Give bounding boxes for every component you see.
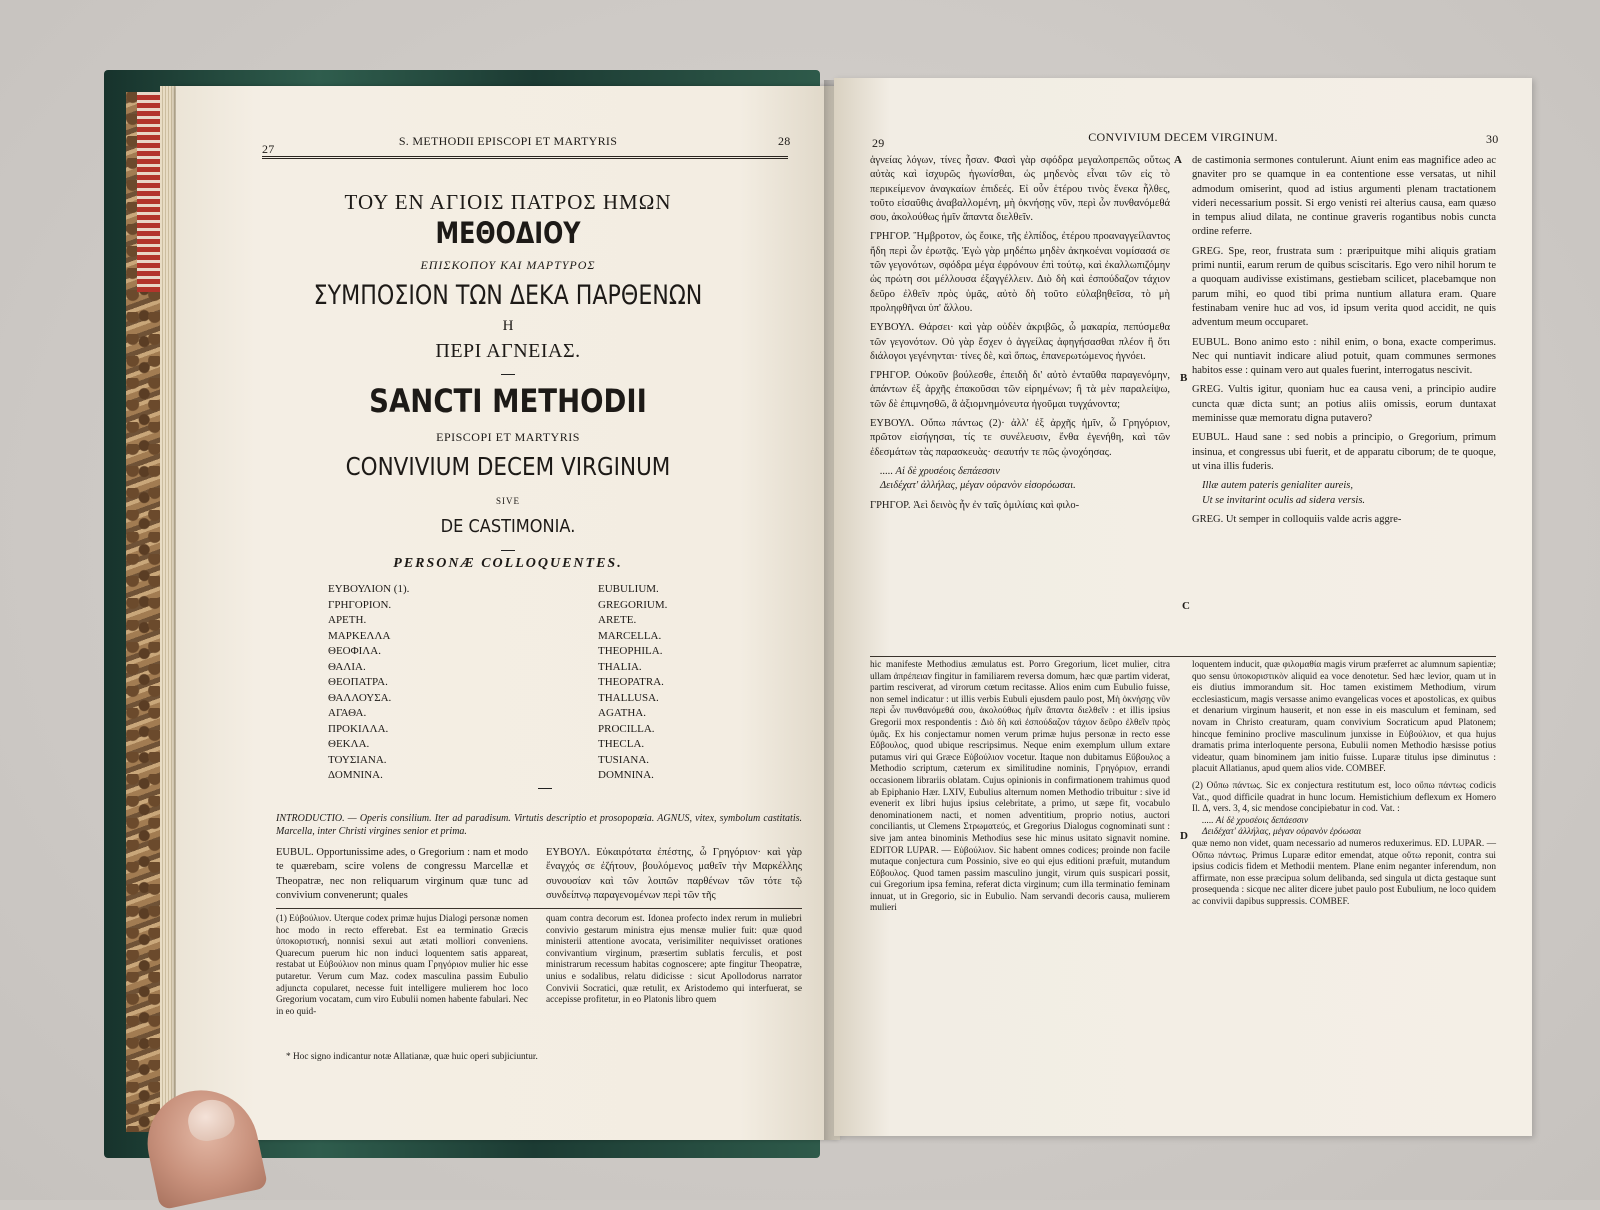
note-verse-line: Δειδέχατ' ἀλλήλας, μέγαν οὐρανὸν ἐρόωσαι — [1202, 827, 1362, 838]
introductio: INTRODUCTIO. — Operis consilium. Iter ad paradisum. Virtutis descriptio et prosopopœia. AGNUS, vitex, symbolum castitatis. Marcella, inter Christi virgines senior et prima. — [276, 813, 802, 837]
persona-greek: ΠΡΟΚΙΛΛΑ. — [328, 722, 389, 735]
persona-latin: THEOPATRA. — [598, 676, 664, 688]
page-number-28: 28 — [778, 134, 791, 148]
latin-dialogue-column — [1192, 154, 1496, 527]
greek-title-line1: ΤΟΥ ΕΝ ΑΓΙΟΙΣ ΠΑΤΡΟΣ ΗΜΩΝ — [344, 190, 672, 214]
right-page — [834, 78, 1532, 1136]
greek-dialogue-column — [870, 154, 1170, 513]
allatian-footnote: * Hoc signo indicantur notæ Allatianæ, quæ huic operi subjiciuntur. — [286, 1052, 538, 1062]
footnote-right-column: quam contra decorum est. Idonea profecto index rerum in muliebri convivio gestarum ministra ejus mensæ mulier fuit: quæ quod ministerii attentione avocata, verisimiliter nequivisset orationes convivantium virginum, præsertim sublatis ferculis, et post ministrarum recessum habitas cognoscere; apte fingitur Theopatræ, unius e sodalibus, relatu didicisse : sicut Apollodorus narrator Convivii Socratici, quæ retulit, ex Aristodemo qui interfuerat, se accepisse profitetur, in eo Platonis libro quem — [546, 914, 802, 1006]
persona-greek: ΕΥΒΟΥΛΙΟΝ (1). — [328, 583, 410, 595]
persona-greek: ΑΓΑΘΑ. — [328, 707, 367, 719]
greek-verse-line: Δειδέχατ' ἀλλήλας, μέγαν οὐρανὸν εἰσορόωσαι. — [880, 480, 1076, 492]
persona-latin: MARCELLA. — [598, 629, 662, 642]
latin-title-role: EPISCOPI ET MARTYRIS — [436, 430, 580, 444]
margin-letter-a: A — [1174, 154, 1182, 166]
persona-latin: ARETE. — [598, 614, 637, 626]
persona-greek: ΓΡΗΓΟΡΙΟΝ. — [328, 598, 392, 611]
page-number-29: 29 — [872, 136, 885, 150]
persona-latin: THALLUSA. — [598, 691, 659, 704]
note-paragraph: (2) Οὔπω πάντως. Sic ex conjectura restitutum est, loco οὔπω πάντως codicis Vat., quod difficile quadrat in hunc locum. Hemistichium deflexum ex Homero Il. Δ, vers. 3, 4, sic mendose concipiebatur in cod. Vat. : — [1192, 780, 1496, 815]
persona-greek: ΘΑΛΛΟΥΣΑ. — [328, 691, 392, 704]
note-right-column — [1192, 660, 1496, 908]
greek-title-name: ΜΕΘΟΔΙΟΥ — [435, 216, 581, 250]
header-rule — [262, 156, 788, 159]
margin-letter-c: C — [1182, 600, 1190, 612]
greek-title-sub: ΠΕΡΙ ΑΓΝΕΙΑΣ. — [435, 340, 581, 362]
latin-title-sive: SIVE — [496, 496, 520, 506]
notes-rule — [276, 908, 802, 909]
note-left-column: hic manifeste Methodius æmulatus est. Porro Gregorium, licet mulier, citra ullam ἀπρέπειαν fingitur in familiarem reversa domum, hæc quæ partim viderat, partim resciverat, ad virorum cœtum recitasse. Alios enim cum Eubulio fuisse, non semel indicatur : ut illis verbis Eubuli ejusdem paulo post, Μὴ ὀκνήσῃς νῦν περὶ ὧν πυνθανόμεθά σου, ἀκολούθως ἡμῖν ἅπαντα διελθεῖν : et illis ipsius Gregorii mox respondentis : Διὸ δὴ καὶ ἐσπούδαζον τάχιον δεῦρο ἐλθεῖν πρὸς ὑμᾶς. Ex his conjectamur nomen verum primæ hujus personæ in recto esse Εὔβουλος, quod ubique rescripsimus. Neque enim exemplum ullum extare putamus viri qui Græce Εὐβούλιον vocetur. Itaque non dubitamus Εὔβουλος a Methodio scriptum, cæterum ex similitudine nominis, Γρηγόριον, errandi occasionem librariis oblatam. Cujus opinionis in confirmationem trahimus quod ab Epiphanio Hær. LXIV, Eubulius alternum nomen Methodio tribuitur : sive id evenerit ex libri hujus ipsius celebritate, a primo, ut sæpe fit, vocabulo denominationem nacti, et nomen adventitium, proprio notius, auctori conciliantis, ut Clemens Στρωματεύς, et Gregorius Dialogus cognominati sunt : sive jam antea binominis Methodius sese hic minus usitato signavit nomine. EDITOR LUPAR. — Εὐβούλιον. Sic habent omnes codices; proinde non facile mutaque conjectura cum Possinio, sive eo qui ejus editioni præfuit, mutandum Εὔβουλος. Quod tamen passim masculino jungit, virum quis suspicari possit, cui Gregorium ipsa femina, referat dicta virginum; cum illa terminatio feminam innuat, ut in Gregorio, sic in Eubulio. Nam servandi decoris causa, mulierem mulieri — [870, 660, 1170, 914]
note-verse-line: ..... Αἱ δὲ χρυσέοις δεπάεσσιν — [1202, 815, 1309, 826]
persona-latin: TUSIANA. — [598, 753, 650, 766]
footnote-left-column: (1) Εὐβούλιον. Uterque codex primæ hujus Dialogi personæ nomen hoc modo in recto efferebat. Est ea terminatio Græcis ὑποκοριστική, nonnisi sexui aut ætati molliori conveniens. Quarecum puerum hic non induci loquentem satis appareat, restabat ut Εὐβούλιον non minus quam Γρηγόριον mulier hic esse putaretur. Verum cum Maz. codex masculina passim Eubulio adjuncta copularet, necesse fuit intelligere mulierem hoc loco Gregorium vocatam, cum viro Eubulii nomen habente fabulari. Nec in eo quid- — [276, 914, 528, 1017]
latin-paragraph: GREG. Spe, reor, frustrata sum : præripuitque mihi aliquis gratiam primi nuntii, earum rerum de quibus sciscitaris. Ego vero nihil horum te a quoquam audivisse existimans, gestiebam scilicet, placebamque non parum mihi, eo quod tibi prima nuntium allatura eram. Quare festinabam venire huc ad vos, id ipsum verita quod accidit, ne quis adventum meum occuparet. — [1192, 245, 1496, 329]
latin-paragraph: EUBUL. Bono animo esto : nihil enim, o bona, exacte comperimus. Nec qui nuntiavit indicare aliud potuit, quam communes sermones habitos esse : quinam vero aut quales fuerint, interrogatus nescivit. — [1192, 336, 1496, 377]
personae-latin-list — [598, 582, 667, 784]
greek-text-column: ΕΥΒΟΥΛ. Εὐκαιρότατα ἐπέστης, ὦ Γρηγόριον· καὶ γὰρ ἔναγχός σε ἐζήτουν, βουλόμενος μαθεῖν τὴν Μαρκέλλης συνουσίαν καὶ τῶν λοιπῶν παρθένων τῶν τότε τῷ συνδείπνῳ παραγενομένων περὶ τῶν τῆς — [546, 847, 802, 901]
latin-title-work: CONVIVIUM DECEM VIRGINUM — [345, 452, 671, 481]
decorative-bookmark-strip — [137, 92, 161, 292]
persona-greek: ΔΟΜΝΙΝΑ. — [328, 769, 383, 781]
greek-paragraph: ΕΥΒΟΥΛ. Θάρσει· καὶ γὰρ οὐδὲν ἀκριβῶς, ὦ μακαρία, πεπύσμεθα τῶν γεγονότων. Οὐ γὰρ ἔσχεν ὁ ἀγγείλας ἀφηγήσασθαι πλέον ἢ ὅτι διάλογοι γεγένηνται· τίνες δὲ, καὶ ὅπως, ἐπανερωτώμενος ἠγνόει. — [870, 322, 1170, 362]
persona-greek: ΑΡΕΤΗ. — [328, 614, 367, 626]
greek-title-or: Η — [502, 318, 514, 334]
latin-verse-line: Illæ autem pateris genialiter aureis, — [1202, 480, 1353, 492]
page-number-30: 30 — [1486, 132, 1499, 146]
personae-heading: PERSONÆ COLLOQUENTES. — [393, 556, 623, 571]
persona-latin: EUBULIUM. — [598, 583, 659, 595]
latin-paragraph: EUBUL. Haud sane : sed nobis a principio, o Gregorium, primum insinua, et congressus ubi fuerit, et de apparatu ciborum; de te quoque, ut vina illis fuderis. — [1192, 432, 1496, 472]
greek-title-work: ΣΥΜΠΟΣΙΟΝ ΤΩΝ ΔΕΚΑ ΠΑΡΘΕΝΩΝ — [313, 280, 703, 311]
greek-paragraph: ΕΥΒΟΥΛ. Οὔπω πάντως (2)· ἀλλ' ἐξ ἀρχῆς ἡμῖν, ὦ Γρηγόριον, πρῶτον εἰσήγησαι, τίς τε συνέλευσιν, ἔνθα ἐγενήθη, καὶ τῶν ἐδεσμάτων τὰς παρασκευὰς· σεαυτήν τε πῶς ᾠνοχόησας. — [870, 418, 1170, 458]
persona-greek: ΘΕΟΦΙΛΑ. — [328, 645, 381, 657]
latin-text-column: EUBUL. Opportunissime ades, o Gregorium : nam et modo te quærebam, scire volens de congressu Marcellæ et Theopatræ, nec non reliquarum virginum quæ tunc ad convivium convenerunt; quales — [276, 847, 528, 901]
persona-latin: AGATHA. — [598, 707, 646, 719]
latin-paragraph: GREG. Vultis igitur, quoniam huc ea causa veni, a principio audire cuncta quæ dicta sunt; an potius aliis omissis, eorum duntaxat meminisse quæ memoratu digna putavero? — [1192, 384, 1496, 425]
persona-latin: PROCILLA. — [598, 722, 655, 735]
persona-greek: ΘΕΚΛΑ. — [328, 738, 370, 750]
notes-rule-right — [870, 656, 1496, 657]
persona-greek: ΘΑΛΙΑ. — [328, 660, 366, 673]
greek-last-line: ΓΡΗΓΟΡ. Ἀεὶ δεινὸς ἦν ἐν ταῖς ὁμιλίαις καὶ φιλο- — [870, 499, 1080, 511]
greek-title-role: ΕΠΙΣΚΟΠΟΥ ΚΑΙ ΜΑΡΤΥΡΟΣ — [420, 258, 596, 272]
persona-latin: THALIA. — [598, 660, 642, 673]
note-paragraph: quæ nemo non videt, quam necessario ad numeros reduxerimus. ED. LUPAR. — Οὔπω πάντως. Primus Luparæ editor emendat, atque οὔτω reponit, contra sui ipsius codicis fidem et Methodii mentem. Plane enim neganter inferendum, non affirmate, non esse præcipua solum delibanda, sed singula ut dicta gestaque sunt prosequenda : sicque nec aliter dicere jubet paulo post Eubulium, ne loco quidem ac convivii dapibus suppressis. COMBEF. — [1192, 838, 1496, 907]
margin-letter-d: D — [1180, 830, 1188, 842]
list-dash — [538, 788, 552, 789]
latin-last-line: GREG. Ut semper in colloquiis valde acris aggre- — [1192, 513, 1402, 525]
greek-paragraph: ΓΡΗΓΟΡ. Ἤμβροτον, ὡς ἔοικε, τῆς ἐλπίδος, ἐτέρου προαναγγείλαντος ἤδη περὶ ὧν ἐρωτᾷς. Ἐγὼ γὰρ μηδέπω μηδὲν ἀκηκοέναι νομίσασά σε τῶν γεγονότων, σφόδρα μέγα ἐφρόνουν ἐπὶ τούτῳ, καὶ ἐκαλλωπιζόμην ὡς πρώτη σοι μέλλουσα ἐξαγγέλλειν. Διὸ δὴ καὶ ἐσπούδαζον τάχιον δεῦρο ἐλθεῖν πρὸς ὑμᾶς, αὐτὸ δὴ τοῦτο εὐλαβηθεῖσα, τὸ μὴ προληφθῆναι ὑπ' ἄλλου. — [870, 231, 1170, 314]
persona-latin: THEOPHILA. — [598, 645, 663, 657]
latin-paragraph: de castimonia sermones contulerunt. Aiunt enim eas magnifice adeo ac gnaviter pro se quamque in ea contentione esse versatas, ut nihil admodum omiserint, quod ad istius argumenti plenam tractationem videri necessarium possit. Si ergo venisti rei alterius causa, eam quæso in tempus aliud dilata, ne continue graveris rogantibus nobis cuncta ordine referre. — [1192, 155, 1496, 238]
left-page — [176, 86, 840, 1140]
persona-latin: DOMNINA. — [598, 769, 654, 781]
persona-greek: ΤΟΥΣΙΑΝΑ. — [328, 753, 387, 766]
personae-greek-list — [328, 582, 409, 784]
persona-greek: ΜΑΡΚΕΛΛΑ — [328, 629, 391, 642]
persona-greek: ΘΕΟΠΑΤΡΑ. — [328, 676, 388, 688]
note-paragraph: loquentem inducit, quæ φιλομαθία magis virum præferret ac alumnum sapientiæ; quo sensu ὑποκοριστικὸν aliquid ea voce denotetur. Sed hæc levior, quam ut in eis diutius immorandum sit. Hoc tamen existimem Methodium, virum ecclesiasticum, magis versasse animo evangelicas voces et apostolicas, ex quibus et denarium virginum hauserit, et non esse in eis masculum et feminam, sed novam in Christo creaturam, quam convivium Socraticum apud Platonem; hincque feminino proclive masculinum junxisse in Εὐβούλιον, et qua hujus dramatis prima interloquente persona, Eubulii nomen Methodio hæsisse potius videatur, quam binominem jam initio fuisse. Luparæ titulus ipse diminutus : placuit Allatianus, apud quem alios vide. COMBEF. — [1192, 660, 1496, 775]
persona-latin: GREGORIUM. — [598, 598, 668, 611]
latin-title-sub: DE CASTIMONIA. — [440, 516, 576, 537]
running-head-right: CONVIVIUM DECEM VIRGINUM. — [1088, 130, 1278, 144]
margin-letter-b: B — [1180, 372, 1188, 384]
page-number-27: 27 — [262, 142, 275, 156]
title-dash — [501, 550, 515, 551]
latin-verse-line: Ut se invitarint oculis ad sidera versis. — [1202, 494, 1366, 506]
running-head-left: S. METHODII EPISCOPI ET MARTYRIS — [398, 134, 618, 148]
latin-title-name: SANCTI METHODII — [369, 382, 647, 420]
greek-paragraph: ἁγνείας λόγων, τίνες ἦσαν. Φασὶ γὰρ σφόδρα μεγαλοπρεπῶς οὕτως αὐτὰς καὶ ἰσχυρῶς ἠγωνίσθαι, ὡς μηδενὸς εἶναι τῶν εἰς τὸ περικείμενον ἀναγκαίων ἐπιδεές. Εἰ οὖν ἑτέρου τινὸς ἕνεκα ἦλθες, τοῦτο εἰσαῦθις ἀναβαλλομένη, μὴ ὀκνήσῃς νῦν, περὶ ὧν πυνθανόμεθά σου, ἀκολούθως ἡμῖν ἅπαντα διελθεῖν. — [870, 155, 1170, 224]
greek-paragraph: ΓΡΗΓΟΡ. Οὐκοῦν βούλεσθε, ἐπειδὴ δι' αὐτὸ ἐνταῦθα παραγενόμην, ἁπάντων ἐξ ἀρχῆς ἐπακοῦσαι τῶν εἰρημένων; ἢ τὰ μὲν παραλείψω, τῶν δὲ ἐπιμνησθῶ, ἃ ἀξιομνημόνευτα ἡγοῦμαι τυγχάνοντα; — [870, 370, 1170, 410]
persona-latin: THECLA. — [598, 738, 645, 750]
title-dash — [501, 374, 515, 375]
greek-verse-line: ..... Αἱ δὲ χρυσέοις δεπάεσσιν — [880, 465, 1000, 477]
